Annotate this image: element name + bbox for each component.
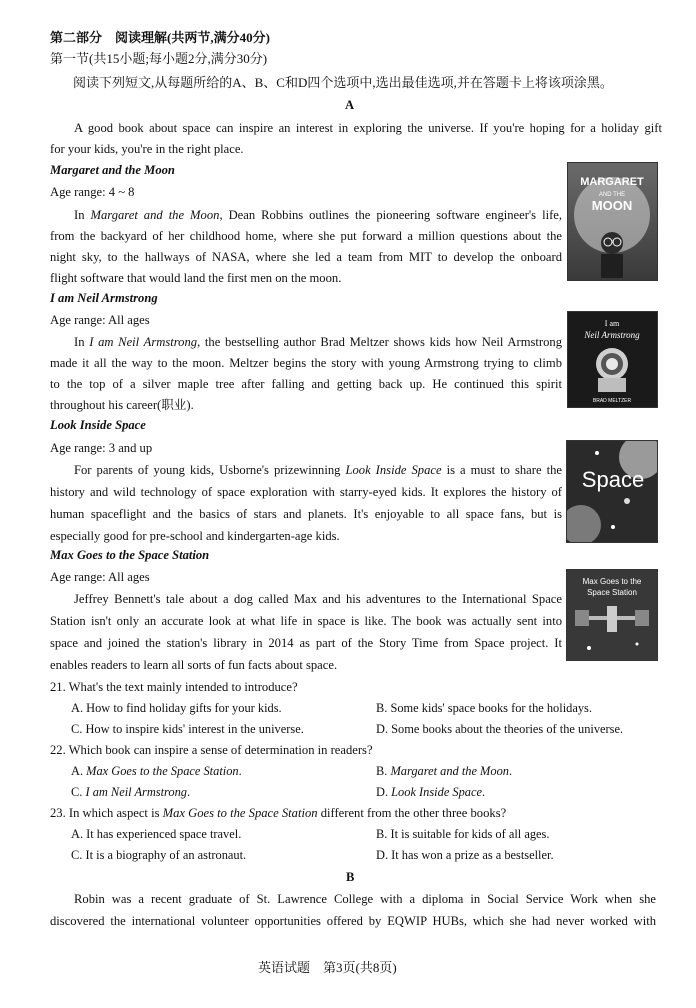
question-22-stem: 22. Which book can inspire a sense of determination in readers? — [50, 743, 373, 757]
passage-b-line: discovered the international volunteer opportunities offered by EQWIP HUBs, which she had never worked with — [50, 914, 656, 928]
intro-line-2: for your kids, you're in the right place. — [50, 142, 244, 156]
question-23-option-d[interactable]: D. It has won a prize as a bestseller. — [376, 848, 554, 862]
question-21-option-b[interactable]: B. Some kids' space books for the holidays. — [376, 701, 592, 715]
passage-b-label: B — [346, 870, 355, 884]
age-range-margaret: Age range: 4 ~ 8 — [50, 185, 135, 199]
age-range-look-inside: Age range: 3 and up — [50, 441, 153, 455]
max-space-station-cover — [566, 569, 658, 661]
margaret-book-cover — [567, 162, 658, 281]
book-line: night sky, to the hallways of NASA, where she led a team from MIT to develop the onboard — [50, 250, 562, 264]
book-title-look-inside: Look Inside Space — [50, 418, 146, 432]
book-line: from the backyard of her childhood home, where she put forward a million questions about the — [50, 229, 562, 243]
book-title-max: Max Goes to the Space Station — [50, 548, 210, 562]
book-line: made it all the way to the moon. Meltzer begins the story with young Armstrong trying to climb — [50, 356, 562, 370]
book-line: In I am Neil Armstrong, the bestselling author Brad Meltzer shows kids how Neil Armstrong — [74, 335, 562, 349]
book-line: Station isn't only an accurate look at what life in space is like. The book was actually sent into — [50, 614, 562, 628]
book-line: to the top of a silver maple tree after falling and getting back up. He continued this spirit — [50, 377, 562, 391]
question-22-option-c[interactable]: C. I am Neil Armstrong. — [71, 785, 191, 799]
cover-title-word: Max Goes to the — [582, 577, 642, 586]
cover-title-word: AND THE — [598, 192, 626, 198]
intro-line-1: A good book about space can inspire an interest in exploring the universe. If you're hoping for a holiday gift — [74, 121, 662, 135]
question-23-option-c[interactable]: C. It is a biography of an astronaut. — [71, 848, 247, 862]
book-line: In Margaret and the Moon, Dean Robbins outlines the pioneering software engineer's life, — [74, 208, 562, 222]
max-cover-art — [567, 570, 657, 660]
book-line: human spaceflight and the basics of stars and planets. It's enjoyable to all space fans, but is — [50, 507, 562, 521]
armstrong-book-cover — [567, 311, 658, 408]
book-line: throughout his career(职业). — [50, 398, 194, 412]
question-23-option-b[interactable]: B. It is suitable for kids of all ages. — [376, 827, 550, 841]
book-line: Jeffrey Bennett's tale about a dog called Max and his adventures to the International Space — [74, 592, 562, 606]
question-23-stem: 23. In which aspect is Max Goes to the Space Station different from the other three books? — [50, 806, 507, 820]
cover-title-word: I am — [604, 319, 620, 328]
question-21-option-c[interactable]: C. How to inspire kids' interest in the universe. — [71, 722, 304, 736]
book-line: For parents of young kids, Usborne's prizewinning Look Inside Space is a must to share the — [74, 463, 562, 477]
cover-title-word: Space — [581, 467, 645, 492]
look-inside-space-cover — [566, 440, 658, 543]
book-line: history and wild technology of space exploration with starry-eyed kids. It explores the history of — [50, 485, 562, 499]
section-heading: 第一节(共15小题;每小题2分,满分30分) — [50, 51, 268, 66]
question-23-option-a[interactable]: A. It has experienced space travel. — [71, 827, 242, 841]
age-range-armstrong: Age range: All ages — [50, 313, 150, 327]
page-footer: 英语试题 第3页(共8页) — [258, 960, 397, 975]
book-line: space and joined the station's library in 2014 as part of the Story Time from Space project. It — [50, 636, 562, 650]
question-22-option-d[interactable]: D. Look Inside Space. — [376, 785, 486, 799]
book-line: especially good for pre-school and kindergarten-age kids. — [50, 529, 340, 543]
question-21-option-d[interactable]: D. Some books about the theories of the universe. — [376, 722, 624, 736]
cover-title-word: MARGARET — [580, 176, 644, 188]
book-line: enables readers to learn all sorts of fun facts about space. — [50, 658, 338, 672]
space-cover-art — [567, 441, 657, 542]
book-line: flight software that would land the first men on the moon. — [50, 271, 342, 285]
cover-title-word: MOON — [591, 198, 633, 213]
question-21-stem: 21. What's the text mainly intended to introduce? — [50, 680, 298, 694]
age-range-max: Age range: All ages — [50, 570, 150, 584]
part-heading: 第二部分 阅读理解(共两节,满分40分) — [50, 30, 270, 45]
book-title-margaret: Margaret and the Moon — [50, 163, 175, 177]
book-title-armstrong: I am Neil Armstrong — [50, 291, 158, 305]
cover-title-word: Neil Armstrong — [584, 330, 640, 340]
margaret-cover-art — [568, 163, 657, 280]
passage-a-label: A — [345, 98, 355, 112]
question-22-option-a[interactable]: A. Max Goes to the Space Station. — [71, 764, 242, 778]
question-21-option-a[interactable]: A. How to find holiday gifts for your kids. — [71, 701, 282, 715]
armstrong-cover-art — [568, 312, 657, 407]
passage-b-line: Robin was a recent graduate of St. Lawrence College with a diploma in Social Service Work when she — [74, 892, 656, 906]
question-22-option-b[interactable]: B. Margaret and the Moon. — [376, 764, 513, 778]
cover-author: BRAD MELTZER — [592, 398, 632, 404]
cover-title-word: Space Station — [587, 588, 637, 597]
instruction-text: 阅读下列短文,从每题所给的A、B、C和D四个选项中,选出最佳选项,并在答题卡上将该项涂黑。 — [73, 75, 613, 90]
